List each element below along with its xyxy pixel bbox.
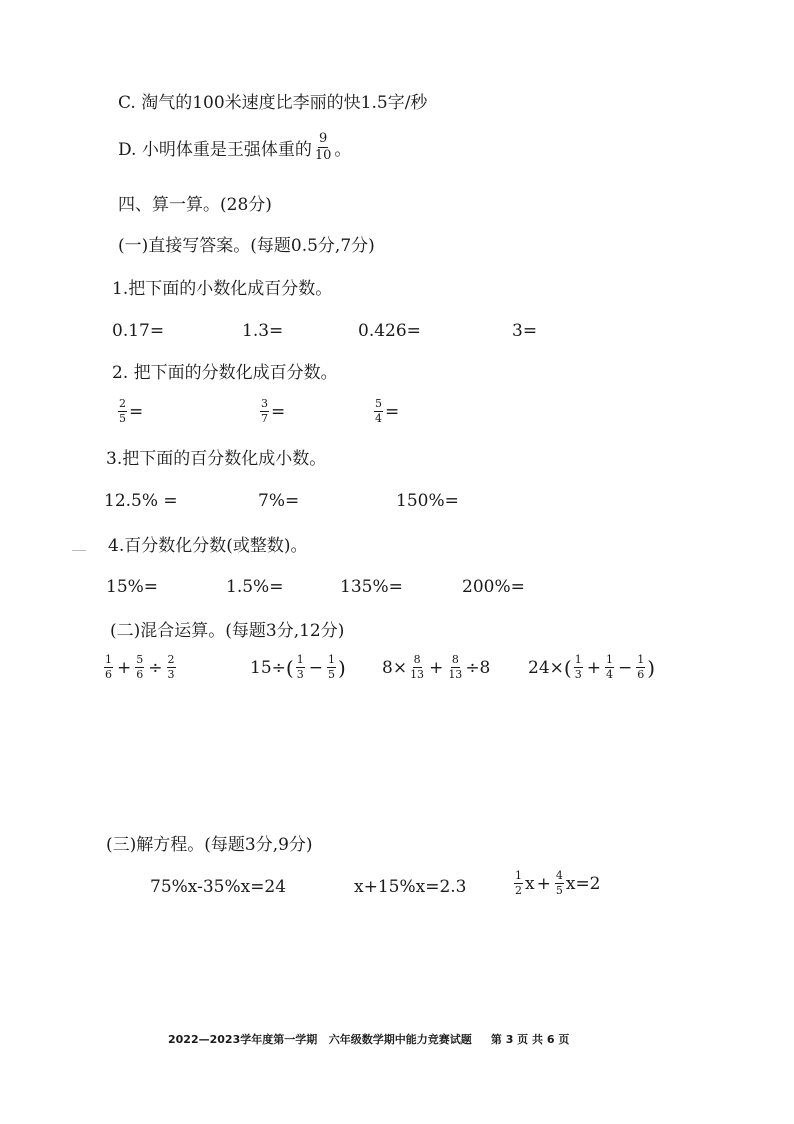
denominator: 6 (136, 668, 144, 681)
numerator: 1 (105, 653, 112, 666)
numerator: 5 (375, 397, 382, 410)
q4-item: 200%= (462, 577, 525, 597)
numerator: 1 (605, 653, 613, 666)
section-four-title: 四、算一算。(28分) (118, 195, 272, 215)
q3-title: 3.把下面的百分数化成小数。 (106, 449, 327, 469)
equation-2: x+15%x=2.3 (354, 877, 467, 897)
operator: + (429, 657, 444, 678)
q4-item: 15%= (106, 577, 159, 597)
fraction (555, 870, 564, 897)
fraction (514, 870, 523, 897)
denominator: 2 (515, 884, 522, 897)
q2-item (258, 398, 285, 425)
equals: = (271, 401, 286, 422)
fraction (118, 398, 127, 425)
option-d-prefix: D. 小明体重是王强体重的 (118, 140, 312, 160)
part-two-title: (二)混合运算。(每题3分,12分) (110, 621, 345, 641)
operator: + (117, 657, 132, 678)
numerator: 4 (555, 869, 563, 882)
fraction (327, 654, 336, 681)
expression-lead: 24× (528, 657, 564, 678)
denominator: 6 (105, 668, 112, 681)
fraction (296, 654, 305, 681)
fraction (409, 654, 425, 681)
equation-3 (512, 870, 601, 897)
denominator: 6 (637, 668, 645, 681)
numerator: 2 (167, 653, 175, 666)
page-footer: 2022—2023学年度第一学期 六年级数学期中能力竞赛试题 第 3 页 共 6 页 (168, 1033, 570, 1046)
variable: x (565, 873, 576, 894)
option-d-suffix: 。 (334, 140, 352, 160)
operator: + (586, 657, 601, 678)
operator: − (617, 657, 633, 678)
q1-item: 0.17= (112, 321, 165, 341)
denominator: 7 (261, 412, 268, 425)
operator: − (308, 657, 323, 678)
numerator: 1 (574, 653, 582, 666)
expression-lead: 8× (382, 657, 408, 678)
fraction (104, 654, 113, 681)
q2-item (116, 398, 143, 425)
denominator: 3 (167, 668, 175, 681)
mixed-expression-2 (250, 654, 346, 681)
denominator: 5 (119, 412, 126, 425)
mixed-expression-3 (382, 654, 490, 681)
q1-title: 1.把下面的小数化成百分数。 (112, 279, 333, 299)
q2-item (372, 398, 399, 425)
mixed-expression-1 (102, 654, 178, 681)
numerator: 1 (296, 653, 304, 666)
fraction (574, 654, 583, 681)
numerator: 2 (119, 397, 126, 410)
right-paren: ) (647, 655, 656, 680)
denominator: 3 (296, 668, 304, 681)
expression-lead: 15÷ (250, 657, 286, 678)
denominator: 5 (327, 668, 335, 681)
operator: ÷ (148, 657, 163, 678)
mixed-expression-4 (528, 654, 655, 681)
q3-item: 150%= (396, 491, 459, 511)
numerator: 5 (136, 653, 144, 666)
fraction (374, 398, 383, 425)
equation-1: 75%x-35%x=24 (150, 877, 287, 897)
equals: = (385, 401, 400, 422)
q4-item: 135%= (340, 577, 403, 597)
left-paren: ( (285, 655, 294, 680)
expression-tail: ÷8 (465, 657, 491, 678)
denominator: 4 (605, 668, 613, 681)
q2-title: 2. 把下面的分数化成百分数。 (112, 363, 338, 383)
denominator: 13 (410, 668, 425, 681)
fraction (135, 654, 144, 681)
variable: x (525, 873, 535, 894)
numerator: 8 (413, 653, 421, 666)
denominator: 10 (314, 148, 332, 163)
option-c: C. 淘气的100米速度比李丽的快1.5字/秒 (118, 93, 428, 113)
denominator: 3 (574, 668, 582, 681)
numerator: 9 (318, 131, 328, 146)
denominator: 5 (555, 884, 563, 897)
q4-item: 1.5%= (226, 577, 284, 597)
numerator: 1 (515, 869, 522, 882)
fraction (260, 398, 269, 425)
q1-item: 1.3= (242, 321, 284, 341)
q1-item: 3= (512, 321, 538, 341)
q3-item: 7%= (258, 491, 300, 511)
right-paren: ) (337, 655, 346, 680)
option-d (118, 132, 351, 163)
fraction (636, 654, 645, 681)
numerator: 3 (261, 397, 268, 410)
equals: = (129, 401, 144, 422)
q1-item: 0.426= (358, 321, 421, 341)
fraction (447, 654, 463, 681)
numerator: 1 (327, 653, 335, 666)
fraction (605, 654, 614, 681)
equation-rhs: =2 (575, 873, 601, 894)
operator: + (536, 873, 551, 894)
numerator: 8 (451, 653, 459, 666)
numerator: 1 (637, 653, 645, 666)
part-three-title: (三)解方程。(每题3分,9分) (106, 835, 313, 855)
left-paren: ( (563, 655, 572, 680)
q3-item: 12.5% = (104, 491, 178, 511)
scan-mark (72, 550, 86, 551)
q4-title: 4.百分数化分数(或整数)。 (108, 536, 308, 556)
fraction (314, 132, 333, 163)
fraction (167, 654, 176, 681)
denominator: 13 (448, 668, 463, 681)
denominator: 4 (375, 412, 382, 425)
part-one-title: (一)直接写答案。(每题0.5分,7分) (118, 236, 375, 256)
